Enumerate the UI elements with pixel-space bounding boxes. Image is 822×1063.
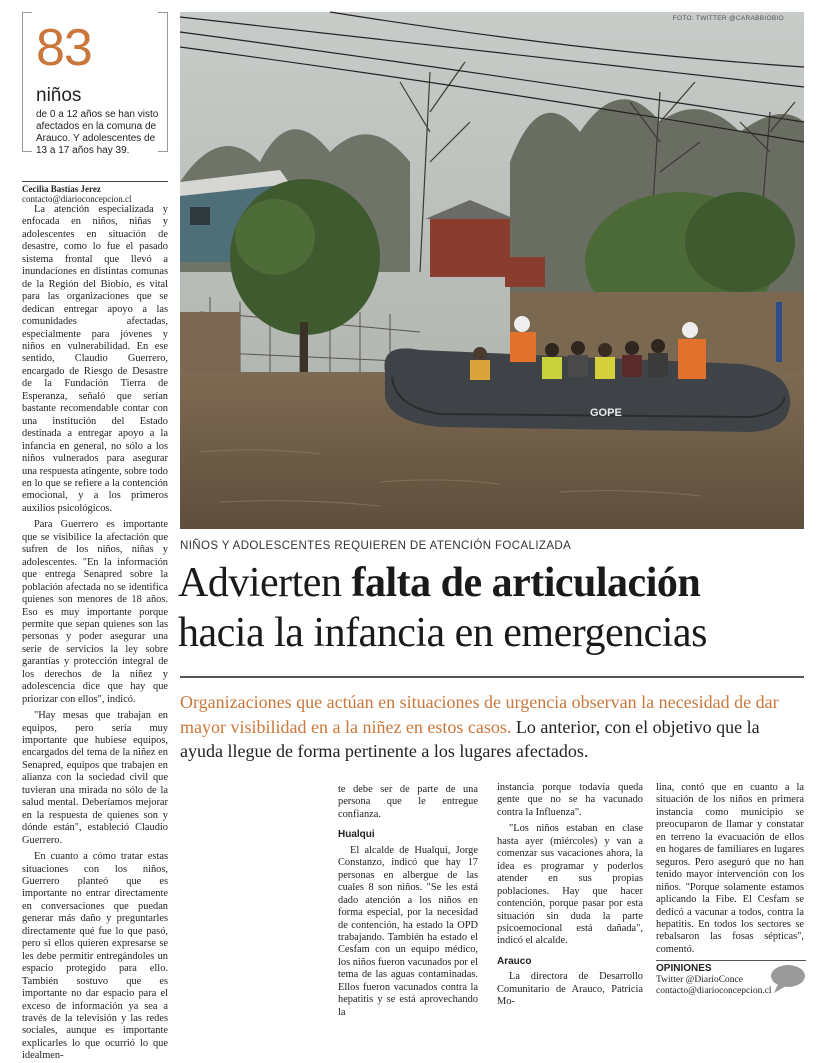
paragraph: El alcalde de Hualqui, Jorge Constanzo, indicó que hay 17 personas en albergue de las cuales 8 son niños. "Se les está dado atención a los niños en forma especial, por la necesidad de contención, ha estado la OPD trabajando. También ha estado el Cesfam con un equipo médico, los niños fueron vacunados por el tema de las aguas contaminadas. Ellos fueron vacunados contra la hepatitis y se está aprovechando la <box>338 844 478 1018</box>
stat-box <box>22 12 168 156</box>
paragraph: Para Guerrero es importante que se visibilice la afectación que sufren de los niños, niñas y adolescentes. "En la información que entrega Senapred sobre la población afectada no se identifica quienes son menores de 18 años. Eso es muy importante porque permite que sepan quienes son las personas y poder asegurar una serie de servicios la ley sobre garantías y protección integral de los derechos de la niñez y adolescencia dice que hay que priorizar con ellos", indicó. <box>22 519 168 705</box>
paragraph: "Hay mesas que trabajan en equipos, pero sería muy importante que hubiese equipos, encargados del tema de la niñez en Senapred, equipos que trabajen en alianza con la sociedad civil que tuvieran una mirada no sólo de la salud mental. Deberíamos mejorar en la respuesta de quienes son y dónde están", estableció Claudio Guerrero. <box>22 710 168 846</box>
body-column-2 <box>338 784 478 1016</box>
kicker: NIÑOS Y ADOLESCENTES REQUIEREN DE ATENCIÓN FOCALIZADA <box>180 540 572 552</box>
headline-rule <box>180 676 804 678</box>
boat-label: GOPE <box>590 407 622 419</box>
flood-rescue-illustration <box>180 12 804 529</box>
speech-bubble-icon <box>770 964 806 994</box>
headline-part-2: hacia la infancia en emergencias <box>178 610 707 656</box>
pole <box>776 302 782 362</box>
paragraph: La directora de Desarrollo Comunitario de Arauco, Patricia Mo- <box>497 971 643 1008</box>
subhead-arauco: Arauco <box>497 955 532 967</box>
opiniones-email[interactable]: contacto@diarioconcepcion.cl <box>656 986 772 996</box>
lead-rest: Lo anterior, con el objetivo que la ayuda llegue de forma pertinente a los lugares afectados. <box>180 716 760 761</box>
lead-highlight: Organizaciones que actúan en situaciones de urgencia observan la necesidad de dar mayor visibilidad en a la niñez en estos casos. <box>180 692 779 737</box>
green-tree <box>685 192 795 292</box>
opiniones-twitter[interactable]: Twitter @DiarioConce <box>656 975 743 985</box>
headline-bold: falta de articulación <box>351 560 701 606</box>
paragraph: En cuanto a cómo tratar estas situaciones con los niños, Guerrero planteó que es importante no entrar directamente en conversaciones que puedan generar más daño y preguntarles directamente qué fue lo que pasó, pero si ellos quieren expresarse se les debe permitir entregándoles un espacio protegido para ello. También sostuvo que es importante no dar espacio para el exceso de información ya sea a través de la televisión y las redes sociales, aunque es importante explicarles lo que ocurrió lo que idealmen- <box>22 851 168 1062</box>
stat-unit: niños <box>36 85 82 106</box>
opiniones-label: OPINIONES <box>656 963 712 974</box>
flood-water <box>180 312 240 372</box>
body-column-1 <box>22 204 168 1062</box>
flood-photo <box>180 12 804 529</box>
paragraph: "Los niños estaban en clase hasta ayer (miércoles) y van a comenzar sus vacaciones ahora, la idea es programar y poderlos atender en sus propias poblaciones. Hay que hacer contención, porque pasar por esta situación sin duda la parte psicoemocional está dañada", indicó el alcalde. <box>497 823 643 947</box>
headline <box>178 558 818 658</box>
stat-number: 83 <box>36 19 92 77</box>
paragraph: lina, contó que en cuanto a la situación de los niños en primera instancia como municipio se preocuparon de llamar y constatar en terreno la evacuación de ellos en hogares de familiares en lugares seguros. Pero aseguró que no han tenido mayor intervención con los niños. "Porque solamente estamos aplicando la Fibe. El Cesfam se dedicó a vacunar a todos, contra la hepatitis. En todos los sectores se rebalsaron las fosas sépticas", comentó. <box>656 782 804 955</box>
paragraph: instancia porque todavía queda gente que no se ha vacunado contra la Influenza". <box>497 782 643 818</box>
subhead-hualqui: Hualqui <box>338 829 375 841</box>
headline-part-1: Advierten <box>178 560 352 606</box>
author-name: Cecilia Bastías Jerez <box>22 184 101 194</box>
paragraph: La atención especializada y enfocada en niños, niñas y adolescentes en situación de desastre, como lo fue el pasado sistema frontal que llevó a inundaciones en distintas comunas de la Región del Biobío, es vital para las organizaciones que se dedican entregar apoyo a las comunidades afectadas, especialmente para jóvenes y niños en vulnerabilidad. En ese sentido, Claudio Guerrero, encargado de Riesgo de Desastre de la Fundación Tierra de Esperanza, señaló que serían bastante recomendable contar con una institución del Estado destinada a entregar apoyo a la infancia en general, no sólo a los niños vulnerados para asegurar una respuesta atingente, sobre todo en lo que se refiere a la contención emocional, y a los primeros auxilios psicológicos. <box>22 204 168 514</box>
author-email[interactable]: contacto@diarioconcepcion.cl <box>22 194 132 204</box>
stat-description: de 0 a 12 años se han visto afectados en la comuna de Arauco. Y adolescentes de 13 a 17 años hay 39. <box>36 109 159 156</box>
paragraph: te debe ser de parte de una persona que le entregue confianza. <box>338 784 478 820</box>
body-column-3 <box>497 782 643 1016</box>
lead-paragraph <box>180 690 805 764</box>
green-tree <box>235 199 315 275</box>
author-byline <box>22 181 168 204</box>
photo-credit: FOTO: TWITTER @CARABBIOBIO <box>672 15 784 22</box>
body-column-4 <box>656 782 804 955</box>
bracket-left <box>22 12 32 152</box>
